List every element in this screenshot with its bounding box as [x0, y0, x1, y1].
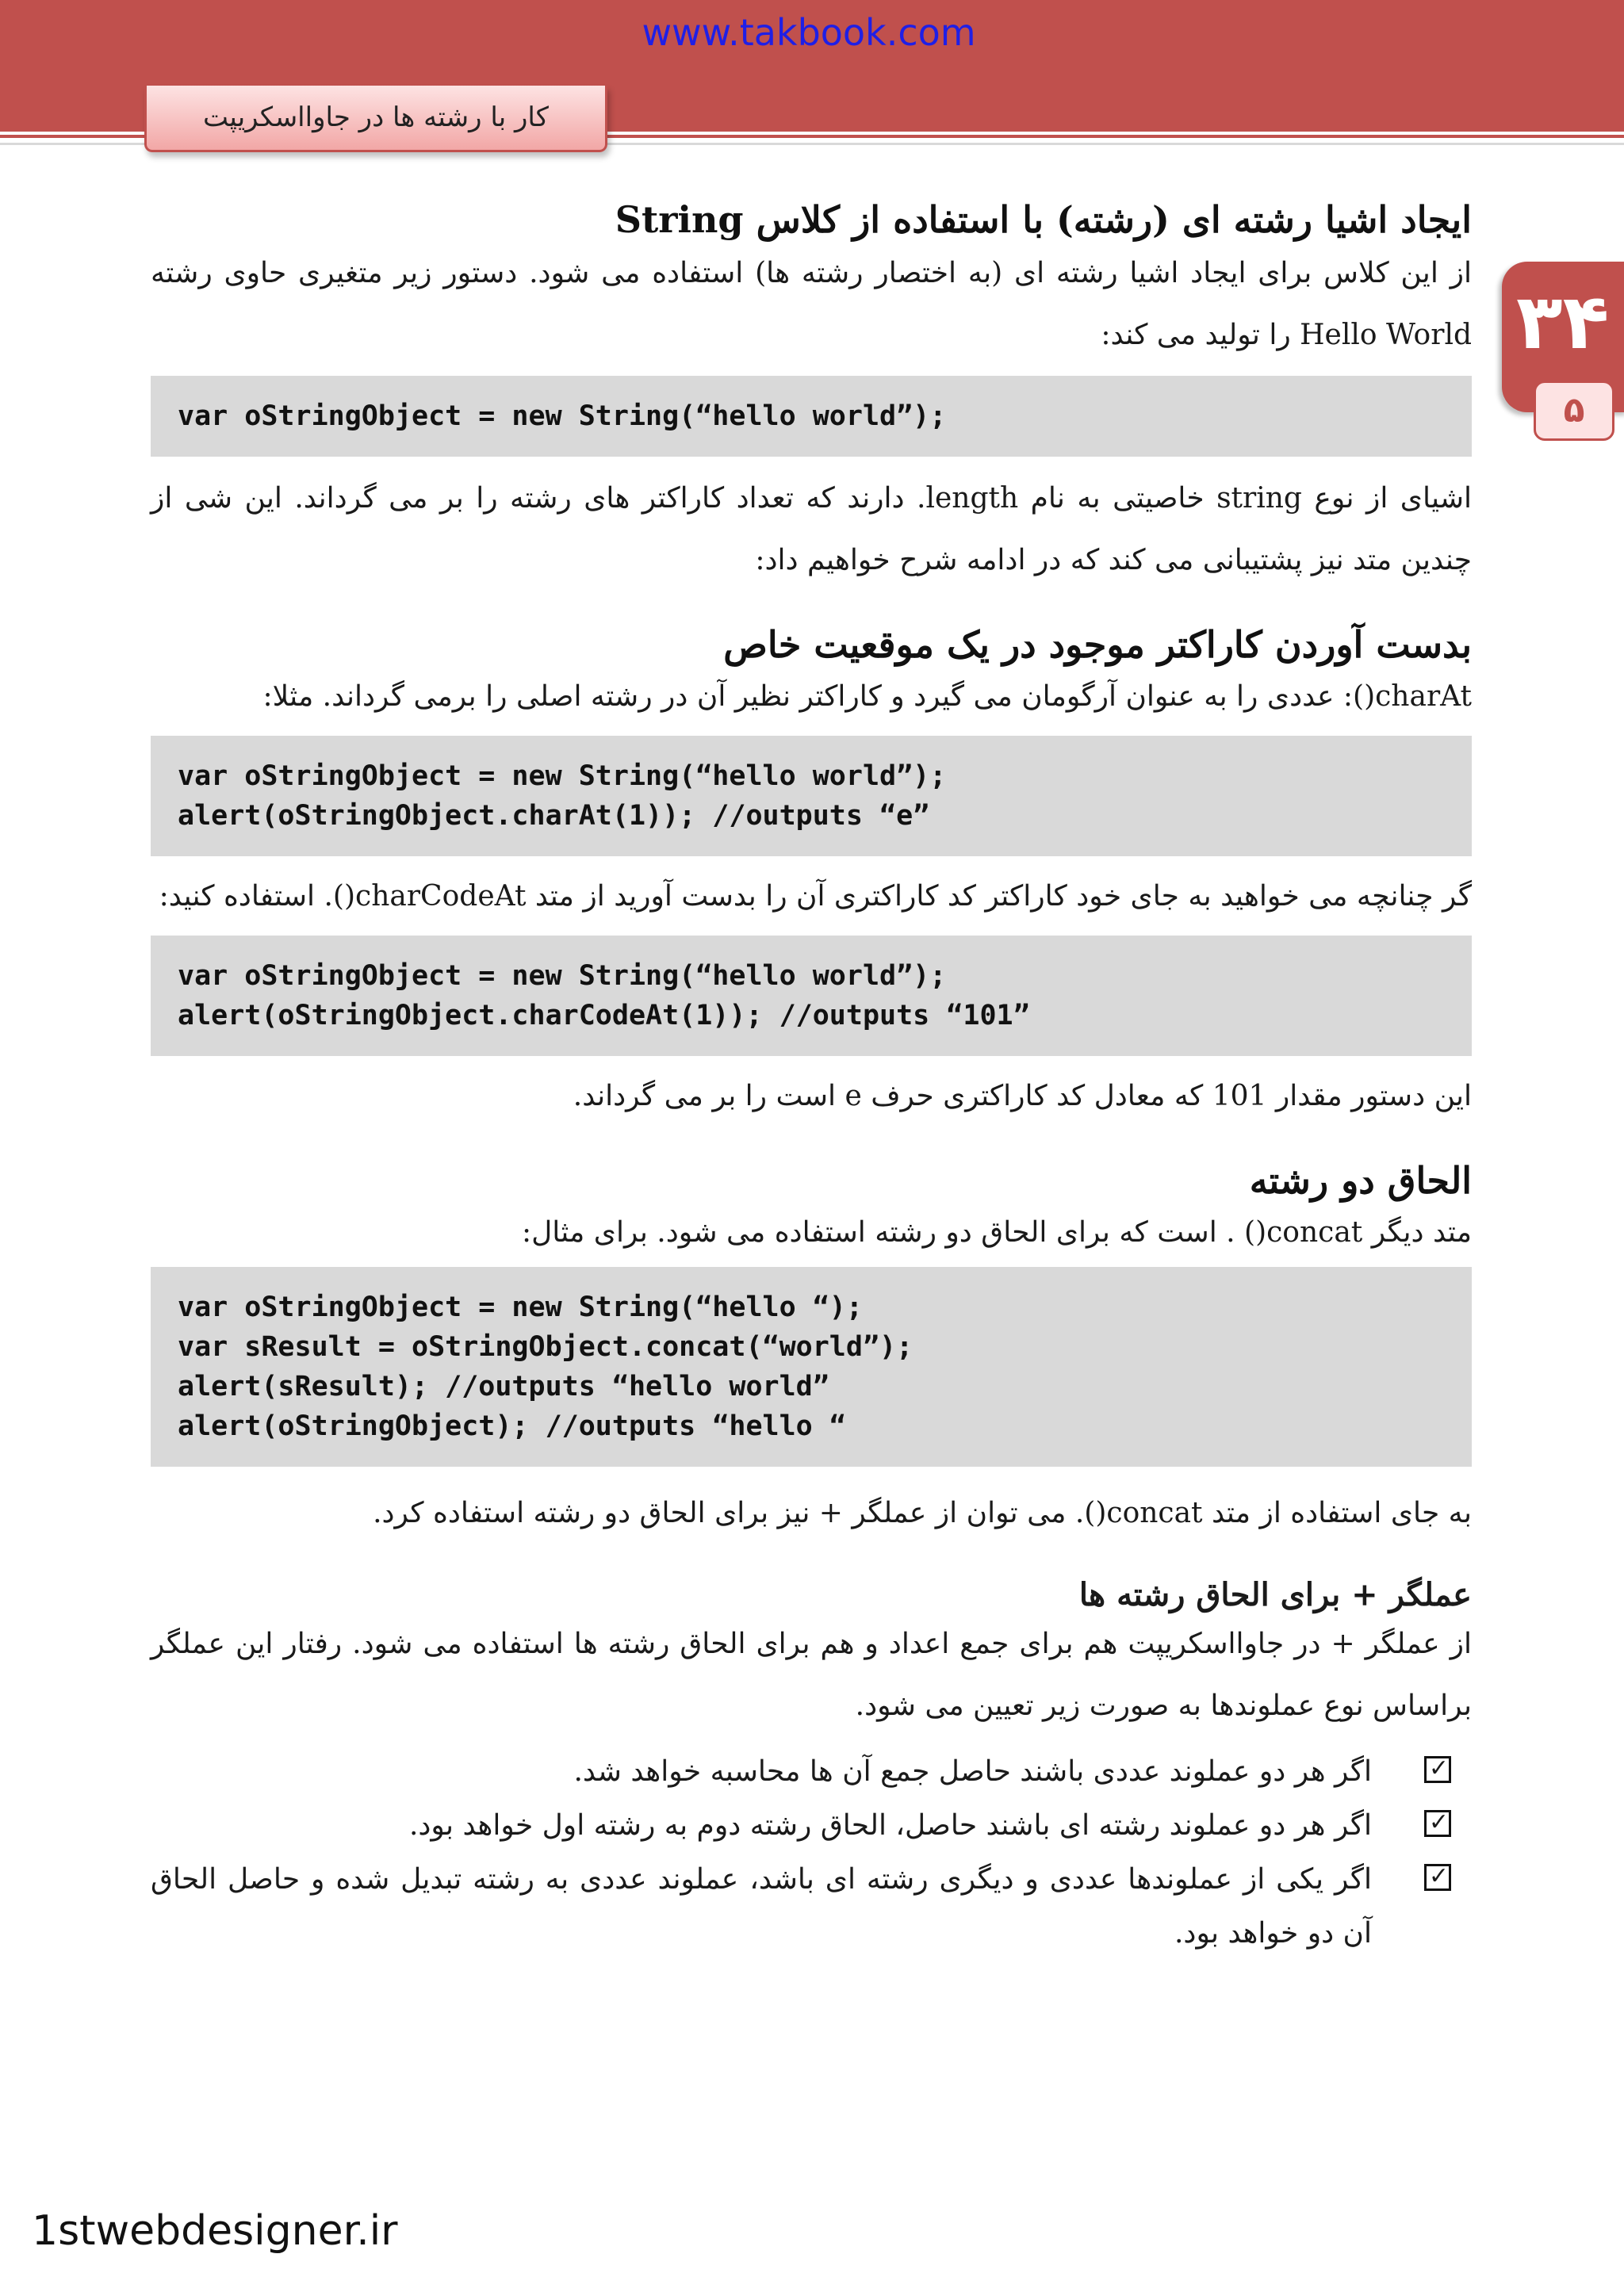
paragraph: متد دیگر concat() . است که برای الحاق دو رشته استفاده می شود. برای مثال:: [521, 1216, 1472, 1249]
section-title-plus-operator: عملگر + برای الحاق رشته ها: [1078, 1576, 1472, 1613]
chapter-number: ۵: [1534, 381, 1614, 441]
section-title-string-class: ایجاد اشیا رشته ای (رشته) با استفاده از کلاس String: [615, 198, 1472, 241]
chapter-tab: [144, 86, 607, 152]
paragraph: اشیای از نوع string خاصیتی به نام length. دارند که تعداد کاراکتر های رشته را بر می گرداند. این شی از چندین متد نیز پشتیبانی می کند که در ادامه شرح خواهیم داد:: [151, 482, 1472, 576]
site-url-link[interactable]: www.takbook.com: [642, 11, 976, 54]
chapter-tab-label: کار با رشته ها در جاوااسکریپت: [203, 101, 549, 133]
page-content: [151, 198, 1472, 1961]
code-block: var oStringObject = new String(“hello world”); alert(oStringObject.charCodeAt(1)); //outputs “101”: [151, 936, 1472, 1056]
paragraph: از این کلاس برای ایجاد اشیا رشته ای (به اختصار رشته ها) استفاده می شود. دستور زیر متغیری حاوی رشته Hello World را تولید می کند:: [151, 257, 1472, 351]
page-number: ۳۴: [1516, 277, 1610, 366]
checkbox-icon: ✓: [1424, 1810, 1451, 1837]
code-block: var oStringObject = new String(“hello world”); alert(oStringObject.charAt(1)); //outputs “e”: [151, 736, 1472, 856]
checkbox-icon: ✓: [1424, 1756, 1451, 1783]
paragraph: گر چنانچه می خواهید به جای خود کاراکتر کد کاراکتری آن را بدست آورید از متد charCodeAt(). استفاده کنید:: [159, 880, 1472, 913]
paragraph: به جای استفاده از متد concat(). می توان از عملگر + نیز برای الحاق دو رشته استفاده کرد.: [373, 1497, 1472, 1529]
list-item: ✓ اگر هر دو عملوند عددی باشند حاصل جمع آن ها محاسبه خواهد شد.: [151, 1745, 1472, 1799]
code-block: var oStringObject = new String(“hello “); var sResult = oStringObject.concat(“world”); alert(sResult); //outputs “hello world” alert(oStringObject); //outputs “hello “: [151, 1267, 1472, 1467]
paragraph: charAt(): عددی را به عنوان آرگومان می گیرد و کاراکتر نظیر آن در رشته اصلی را برمی گرداند. مثلا:: [262, 680, 1472, 713]
list-item: ✓ اگر هر دو عملوند رشته ای باشند حاصل، الحاق رشته دوم به رشته اول خواهد بود.: [151, 1799, 1472, 1853]
page-number-badge: [1502, 262, 1624, 430]
list-item: ✓ اگر یکی از عملوندها عددی و دیگری رشته ای باشد، عملوند عددی به رشته تبدیل شده و حاصل الحاق آن دو خواهد بود.: [151, 1853, 1472, 1961]
code-block: var oStringObject = new String(“hello world”);: [151, 376, 1472, 457]
checkbox-icon: ✓: [1424, 1864, 1451, 1891]
paragraph: این دستور مقدار 101 که معادل کد کاراکتری حرف e است را بر می گرداند.: [573, 1080, 1472, 1112]
footer-brand: 1stwebdesigner.ir: [32, 2207, 398, 2255]
paragraph: از عملگر + در جاوااسکریپت هم برای جمع اعداد و هم برای الحاق رشته ها استفاده می شود. رفتار این عملگر براساس نوع عملوندها به صورت زیر تعیین می شود.: [151, 1628, 1472, 1722]
section-title-charat: بدست آوردن کاراکتر موجود در یک موقعیت خاص: [723, 623, 1472, 666]
section-title-concat: الحاق دو رشته: [1249, 1159, 1472, 1202]
rules-list: [151, 1745, 1472, 1961]
